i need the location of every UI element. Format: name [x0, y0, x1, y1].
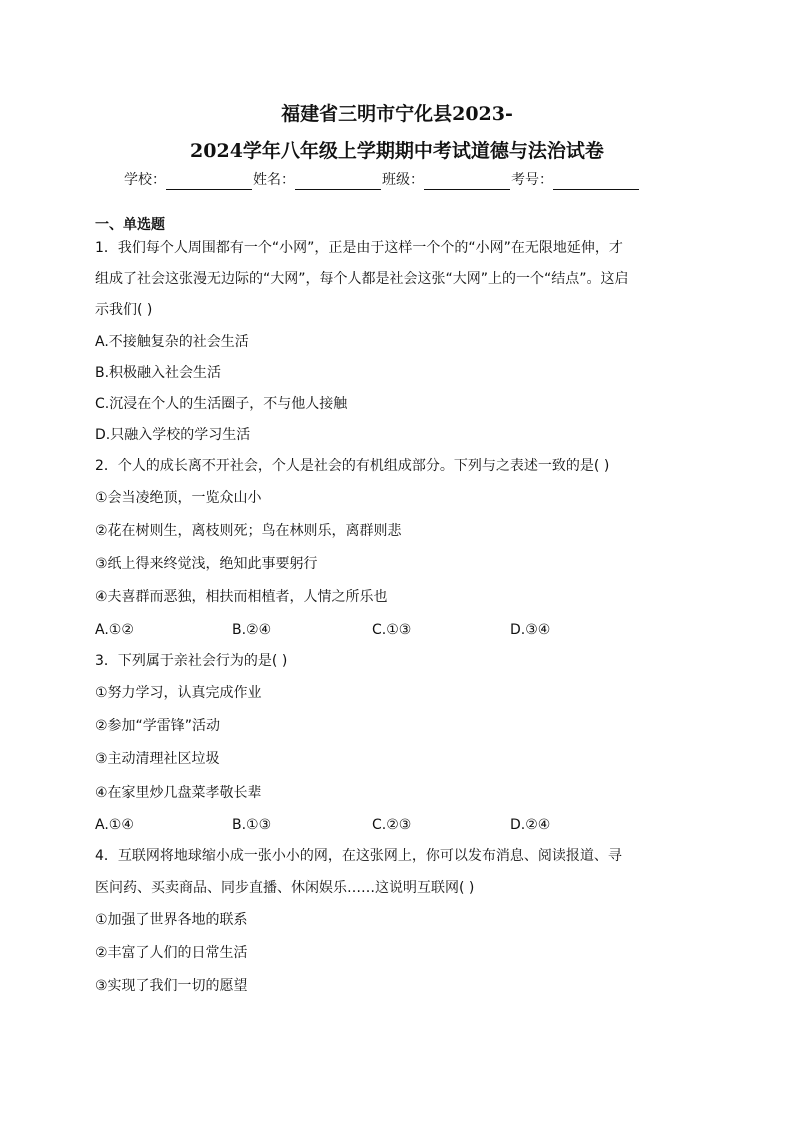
q3-option-d: D.②④ — [510, 817, 551, 833]
q2-option-c: C.①③ — [372, 622, 412, 638]
name-label: 姓名： — [253, 172, 295, 188]
student-info-row — [124, 170, 640, 190]
q3-option-a: A.①④ — [95, 817, 134, 833]
q2-item-3: ③纸上得来终觉浅，绝知此事要躬行 — [95, 556, 318, 572]
q3-item-3: ③主动清理社区垃圾 — [95, 751, 220, 767]
class-label: 班级： — [382, 172, 424, 188]
section-heading: 一、单选题 — [95, 217, 165, 233]
name-blank[interactable] — [295, 173, 381, 190]
q4-item-2: ②丰富了人们的日常生活 — [95, 945, 248, 961]
class-blank[interactable] — [424, 173, 510, 190]
q2-stem: 2．个人的成长离不开社会，个人是社会的有机组成部分。下列与之表述一致的是( ) — [95, 458, 610, 474]
q2-item-4: ④夫喜群而恶独，相扶而相植者，人情之所乐也 — [95, 589, 388, 605]
q1-stem-line1: 1．我们每个人周围都有一个“小网”，正是由于这样一个个的“小网”在无限地延伸，才 — [95, 240, 623, 256]
q4-stem-line1: 4．互联网将地球缩小成一张小小的网，在这张网上，你可以发布消息、阅读报道、寻 — [95, 848, 622, 864]
q1-option-b: B.积极融入社会生活 — [95, 365, 222, 381]
q4-stem-line2: 医问药、买卖商品、同步直播、休闲娱乐……这说明互联网( ) — [95, 880, 475, 896]
q2-item-1: ①会当凌绝顶，一览众山小 — [95, 490, 262, 506]
q2-option-a: A.①② — [95, 622, 134, 638]
q2-item-2: ②花在树则生，离枝则死；鸟在林则乐，离群则悲 — [95, 523, 402, 539]
q3-item-2: ②参加“学雷锋”活动 — [95, 718, 221, 734]
q2-option-d: D.③④ — [510, 622, 551, 638]
q3-item-4: ④在家里炒几盘菜孝敬长辈 — [95, 785, 262, 801]
q3-item-1: ①努力学习，认真完成作业 — [95, 685, 262, 701]
q1-option-d: D.只融入学校的学习生活 — [95, 427, 251, 443]
q4-item-1: ①加强了世界各地的联系 — [95, 912, 248, 928]
exam-title-line1: 福建省三明市宁化县2023- — [281, 103, 513, 125]
q3-stem: 3．下列属于亲社会行为的是( ) — [95, 653, 288, 669]
school-label: 学校： — [124, 172, 166, 188]
q2-option-b: B.②④ — [232, 622, 272, 638]
q4-item-3: ③实现了我们一切的愿望 — [95, 978, 248, 994]
q3-option-c: C.②③ — [372, 817, 412, 833]
q3-option-b: B.①③ — [232, 817, 272, 833]
exam-number-blank[interactable] — [553, 173, 639, 190]
q1-stem-line3: 示我们( ) — [95, 302, 153, 318]
exam-number-label: 考号： — [511, 172, 553, 188]
school-blank[interactable] — [166, 173, 252, 190]
q1-option-c: C.沉浸在个人的生活圈子，不与他人接触 — [95, 396, 348, 412]
q1-option-a: A.不接触复杂的社会生活 — [95, 334, 249, 350]
exam-title-line2: 2024学年八年级上学期期中考试道德与法治试卷 — [190, 140, 604, 162]
q1-stem-line2: 组成了社会这张漫无边际的“大网”，每个人都是社会这张“大网”上的一个“结点”。这启 — [95, 271, 629, 287]
